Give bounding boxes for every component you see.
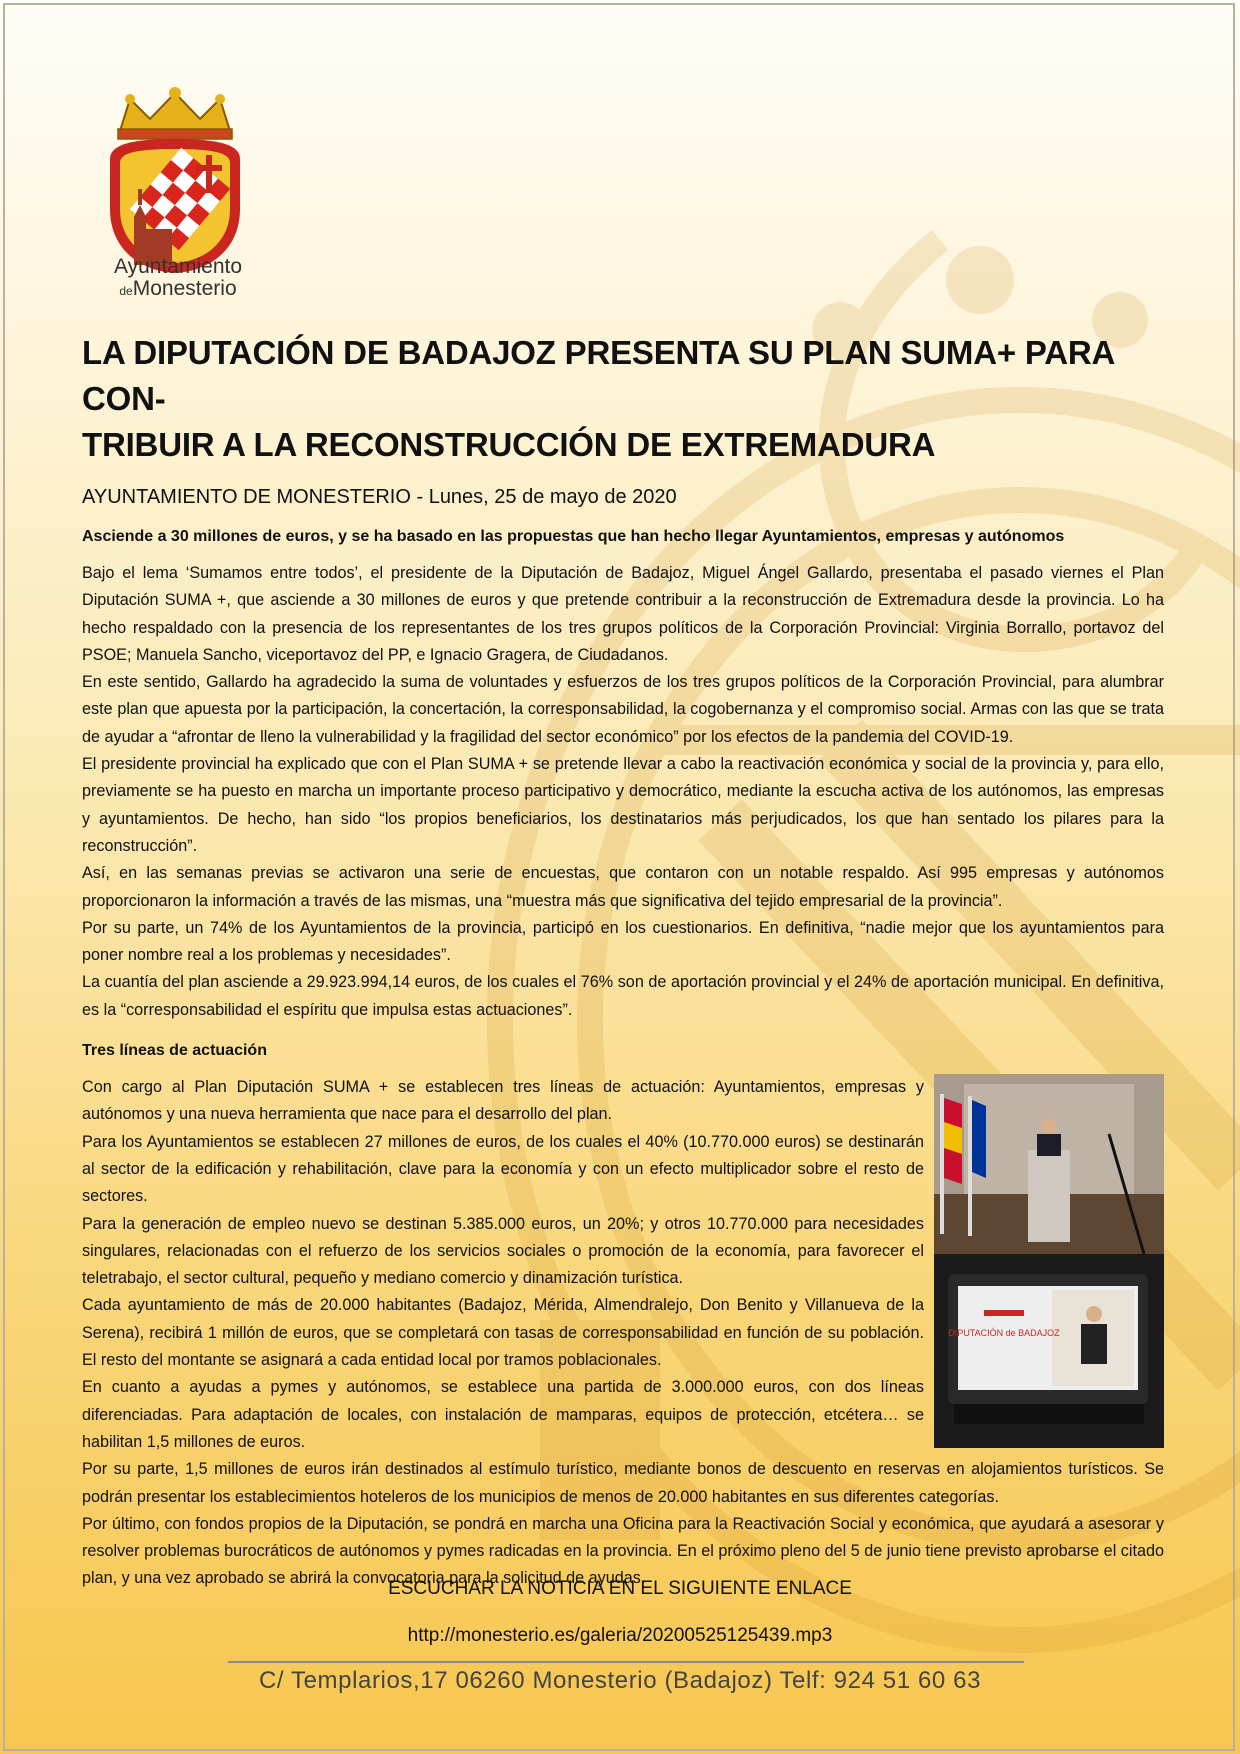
paragraph: En este sentido, Gallardo ha agradecido la suma de voluntades y esfuerzos de los tres grupos políticos de la Corporación Provincial, para alumbrar este plan que apuesta por la participación, la concertación, la corresponsabilidad, la cogobernanza y el compromiso social. Armas con las que se trata de ayudar a “afrontar de lleno la vulnerabilidad y la fragilidad del sector económico” por los efectos de la pandemia del COVID-19. <box>82 673 1164 746</box>
article-dateline: AYUNTAMIENTO DE MONESTERIO - Lunes, 25 de mayo de 2020 <box>82 486 677 508</box>
paragraph: Por último, con fondos propios de la Diputación, se pondrá en marcha una Oficina para la Reactivación Social y económica, que ayudará a asesorar y resolver problemas burocráticos de autónomos y pymes radicadas en la provincia. En el próximo pleno del 5 de junio tiene previsto aprobarse el citado plan, y una vez aprobado se abrirá la convocatoria para la solicitud de ayudas. <box>82 1514 1164 1588</box>
article-title <box>82 330 1164 468</box>
footer-divider <box>228 1661 1024 1663</box>
article-subtitle: Asciende a 30 millones de euros, y se ha basado en las propuestas que han hecho llegar Ayuntamientos, empresas y autónomos <box>82 528 1065 545</box>
paragraph: Con cargo al Plan Diputación SUMA + se establecen tres líneas de actuación: Ayuntamientos, empresas y autónomos y una nueva herramienta que nace para el desarrollo del plan. <box>82 1078 924 1124</box>
audio-label: ESCUCHAR LA NOTICIA EN EL SIGUIENTE ENLACE <box>388 1578 852 1599</box>
paragraph: Por su parte, 1,5 millones de euros irán destinados al estímulo turístico, mediante bonos de descuento en reservas en alojamientos turísticos. Se podrán presentar los establecimientos hoteleros de los municipios de menos de 20.000 habitantes en sus diferentes categorías. <box>82 1460 1164 1506</box>
paragraph: Por su parte, un 74% de los Ayuntamientos de la provincia, participó en los cuestionarios. En definitiva, “nadie mejor que los ayuntamientos para poner nombre real a los problemas y necesidades”. <box>82 918 1164 965</box>
paragraph: Para los Ayuntamientos se establecen 27 millones de euros, de los cuales el 40% (10.770.000 euros) se destinarán al sector de la edificación y rehabilitación, clave para la economía y con un efecto multiplicador sobre el resto de sectores. <box>82 1132 924 1206</box>
paragraph: Cada ayuntamiento de más de 20.000 habitantes (Badajoz, Mérida, Almendralejo, Don Benito y Villanueva de la Serena), recibirá 1 millón de euros, que se completará con tasas de corresponsabilidad en función de su población. El resto del montante se asignará a cada entidad local por tramos poblacionales. <box>82 1296 924 1370</box>
logo-line2 <box>98 278 258 302</box>
paragraph: Bajo el lema ‘Sumamos entre todos’, el presidente de la Diputación de Badajoz, Miguel Ángel Gallardo, presentaba el pasado viernes el Plan Diputación SUMA +, que asciende a 30 millones de euros y que pretende contribuir a la reconstrucción de Extremadura desde la provincia. Lo ha hecho respaldado con la presencia de los representantes de los tres grupos políticos de la Corporación Provincial: Virginia Borrallo, portavoz del PSOE; Manuela Sancho, viceportavoz del PP, e Ignacio Gragera, de Ciudadanos. <box>82 564 1164 664</box>
logo-monesterio: Monesterio <box>132 277 237 300</box>
logo-line1: Ayuntamiento <box>113 255 243 278</box>
article-body <box>82 560 1164 1024</box>
audio-link[interactable]: http://monesterio.es/galeria/20200525125439.mp3 <box>407 1625 833 1646</box>
logo-text <box>98 256 258 302</box>
section-title: Tres líneas de actuación <box>82 1042 267 1060</box>
press-conference-photo <box>934 1074 1164 1448</box>
article <box>82 330 1164 1593</box>
paragraph: En cuanto a ayudas a pymes y autónomos, se establece una partida de 3.000.000 euros, con dos líneas diferenciadas. Para adaptación de locales, con instalación de mamparas, equipos de protección, etcétera… se habilitan 1,5 millones de euros. <box>82 1378 924 1451</box>
section-body <box>82 1074 1164 1593</box>
screen-logo-text: DIPUTACIÓN de BADAJOZ <box>948 1328 1060 1339</box>
paragraph: La cuantía del plan asciende a 29.923.994,14 euros, de los cuales el 76% son de aportación provincial y el 24% de aportación municipal. En definitiva, es la “corresponsabilidad el espíritu que impulsa estas actuaciones”. <box>82 973 1164 1019</box>
paragraph: El presidente provincial ha explicado que con el Plan SUMA + se pretende llevar a cabo la reactivación económica y social de la provincia y, para ello, previamente se ha puesto en marcha un importante proceso participativo y democrático, mediante la escucha activa de los autónomos, las empresas y ayuntamientos. De hecho, han sido “los propios beneficiarios, los destinatarios más perjudicados, los que han sentado los pilares para la reconstrucción”. <box>82 755 1164 855</box>
logo-de: de <box>119 284 133 298</box>
paragraph: Para la generación de empleo nuevo se destinan 5.385.000 euros, un 20%; y otros 10.770.000 para necesidades singulares, relacionadas con el refuerzo de los servicios sociales o promoción de la economía, para favorecer el teletrabajo, el sector cultural, pequeño y mediano comercio y dinamización turística. <box>82 1214 924 1288</box>
paragraph: Así, en las semanas previas se activaron una serie de encuestas, que contaron con un notable respaldo. Así 995 empresas y autónomos proporcionaron la información a través de las mismas, una “muestra más que significativa del tejido empresarial de la provincia”. <box>82 864 1164 910</box>
title-line-2: TRIBUIR A LA RECONSTRUCCIÓN DE EXTREMADURA <box>82 426 936 463</box>
footer-address: C/ Templarios,17 06260 Monesterio (Badajoz) Telf: 924 51 60 63 <box>258 1667 982 1694</box>
title-line-1: LA DIPUTACIÓN DE BADAJOZ PRESENTA SU PLAN SUMA+ PARA CON- <box>82 334 1114 417</box>
